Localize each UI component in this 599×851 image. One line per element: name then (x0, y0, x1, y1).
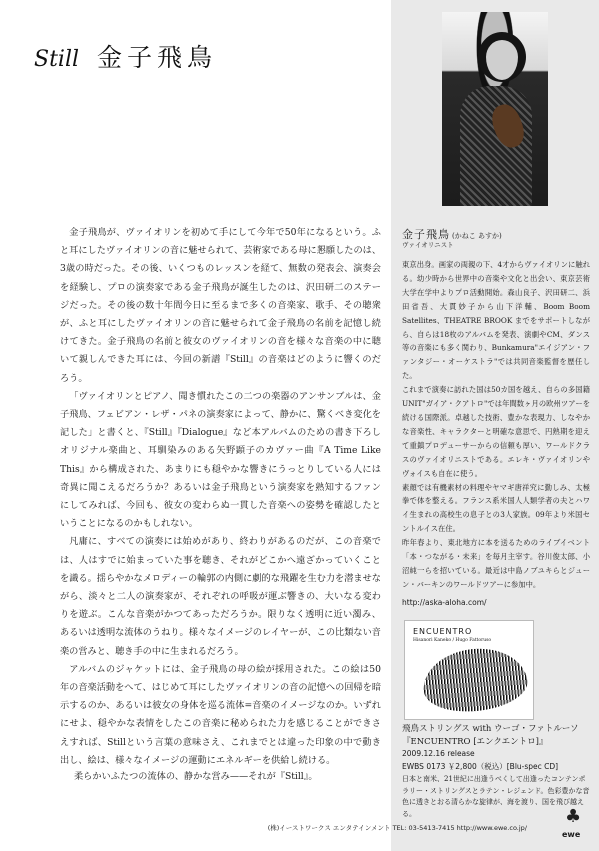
album-cover-subtitle: Hisanori Kaneko / Hugo Fattoruso (413, 638, 492, 643)
logo-text: ewe (562, 830, 581, 839)
bio-paragraph: これまで演奏に訪れた国は50カ国を越え、自らの多国籍UNIT"ガイア・クアトロ"では年間数ヶ月の欧州ツアーを続ける国際派。卓越した技術、豊かな表現力、しなやかな音楽性、キャラクターと明確な意思で、円熟期を迎えて重鎮プロデューサーからの信頼も厚い、ワールドクラスのヴァイオリニストである。エレキ・ヴァイオリンやヴォイスも自在に使う。 (402, 385, 590, 478)
bio-paragraph: 素顔では有機素材の料理やヤマギ唐祥究に勤しみ、太極拳で体を整える。フランス系米国人人類学者の夫とハワイ生まれの高校生の息子との3人家族。09年より米国セントルイス在住。 (402, 482, 590, 534)
title-japanese: 金子飛鳥 (97, 43, 218, 72)
title-english: Still (34, 47, 80, 72)
album-description: 日本と南米、21世紀に出逢うべくして出逢ったコンテンポラリー・ストリングスとラテン・レジェンド。色彩豊かな音色に透きとおる清らかな旋律が、海を渡り、国を飛び越える。 (402, 775, 590, 818)
footer-contact: (株)イーストワークス エンタテインメント TEL: 03-5413-7415 http://www.ewe.co.jp/ (267, 824, 527, 832)
article-paragraph: 凡庸に、すべての演奏には始めがあり、終わりがあるのだが、この音楽では、人はすでに始まっていた事を聴き、それがどこかへ遠ざかっていくことを識る。揺らやかなメロディーの輪郭の内側に劇的な飛躍を生む力を潜ませながら、淡々と二人の演奏家が、それぞれの呼吸が運ぶ響きの、大いなる変わりを遊ぶ。こんな音楽がかつてあっただろうか。限りなく透明に近い濁み、あるいは透明な流体のうねり。様々なイメージのレイヤーが、この比類ない音楽の営みと、聴き手の中に生まれるだろう。 (60, 536, 381, 657)
tree-icon: ♣ (565, 806, 582, 827)
artist-website-link[interactable]: http://aska-aloha.com/ (402, 598, 487, 607)
album-cover-title: ENCUENTRO (413, 627, 473, 636)
leaf-artwork-icon (420, 644, 530, 717)
album-cover (404, 620, 534, 720)
article-paragraph: アルバムのジャケットには、金子飛鳥の母の絵が採用された。この絵は50年の音楽活動をへて、はじめて耳にしたヴァイオリンの音の記憶への回帰を暗示するのか、あるいは彼女の身体を巡る流体=音楽のイメージなのか。いずれにせよ、穏やかな表情をしたこの音楽に秘められた力を感じることができさえすれば、Stillという言葉の意味さえ、これまでとは違った印象の中で動き出し、絵は、様々なイメージの運動にエネルギーを供給し続ける。 (60, 663, 382, 766)
ewe-logo (558, 808, 588, 844)
main-article (60, 224, 381, 770)
bio-paragraph: 昨年春より、東北地方に本を送るためのライブイベント「本・つながる・未来」を毎月主宰す。谷川俊太郎、小沼純一らを招いている。最近は中島ノブユキらとジューン・バーキンのワールドツアーに参加中。 (402, 538, 590, 589)
bio-paragraph: 東京出身。画家の両親の下、4才からヴァイオリンに触れる。幼少時から世界中の音楽や文化と出会い、東京芸術大学在学中よりプロ活動開始。森山良子、沢田研二、浜田省吾、大貫妙子から山下洋輔、Boom Boom Satellites、THEATRE BROOK までをサポートしながら、自らは18枚のアルバムを発表、演劇やCM、ダンス等の音楽にも多く関わり、Bunkamura"エイジアン・ファンタジー・オーケストラ"では共同音楽監督を歴任した。 (402, 260, 590, 381)
artist-role: ヴァイオリニスト (402, 241, 454, 249)
album-title-name: 『ENCUENTRO [エンクエントロ]』 (402, 736, 548, 747)
closing-line: 柔らかいふたつの流体の、静かな営み——それが『Still』。 (74, 771, 318, 782)
page-title (34, 38, 217, 74)
artist-name-kanji: 金子飛鳥 (402, 228, 450, 241)
artist-name-kana: (かねこ あすか) (452, 232, 502, 240)
article-paragraph: 「ヴァイオリンとピアノ、聞き慣れたこの二つの楽器のアンサンブルは、金子飛鳥、フェビアン・レザ・パネの演奏家によって、静かに、驚くべき変化を記した」と書くと、『Still』『Dialogue』など本アルバムのための書き下ろしオリジナル楽曲と、耳馴染みのある矢野顕子のカヴァー曲『A Time Like This』から構成された、あまりにも穏やかな響きにうっとりしている人には奇異に聞こえるだろうか？あるいは金子飛鳥という演奏家を熟知するファンにしてみれば、今回も、彼女の変わらぬ一貫した音楽への姿勢を確認したということになるのかもしれない。 (60, 390, 381, 530)
artist-bio (402, 258, 590, 592)
album-release-date: 2009.12.16 release (402, 749, 475, 758)
album-catalog: EWBS 0173 ￥2,800（税込）[Blu-spec CD] (402, 761, 559, 771)
album-release-info (402, 723, 592, 820)
photo-face (478, 32, 526, 82)
album-title-line: 飛鳥ストリングス with ウーゴ・ファトルーソ (402, 724, 579, 734)
article-paragraph: 金子飛鳥が、ヴァイオリンを初めて手にして今年で50年になるという。ふと耳にしたヴァイオリンの音に魅せられて、芸術家である母に懇願したのは、3歳の時だった。その後、いくつものレッスンを経て、無数の発表会、演奏会を経験し、プロの演奏家である金子飛鳥が誕生したのは、沢田研二のステージだった。その後の数十年間今日に至るまで多くの音楽家、歌手、その聴衆が、ふと耳にしたヴァイオリンの音に魅せられて金子飛鳥の名前を記憶し続けてきた。金子飛鳥の名前と彼女のヴァイオリンの音を様々な音楽の中に聴いて親しんできた耳には、今回の新譜『Still』の音楽はどのように響くのだろう。 (60, 227, 382, 384)
photo-figure (460, 86, 532, 206)
artist-photo (442, 12, 548, 206)
